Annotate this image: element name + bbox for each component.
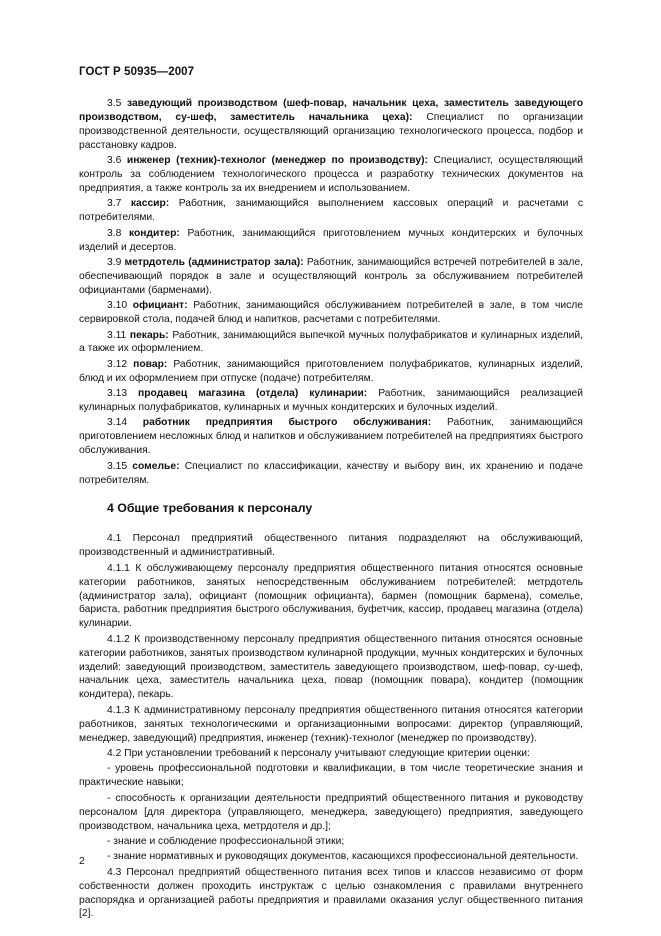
- definition-number: 3.5: [107, 98, 122, 109]
- definition-number: 3.10: [107, 300, 128, 312]
- definition-term: метрдотель (администратор зала):: [124, 256, 304, 268]
- definition-text: Работник, занимающийся встречей потребителей в зале, обеспечивающий порядок в зале и осуществляющий контроль за обслуживанием потребителей официантами (барменами).: [79, 256, 583, 296]
- definition-item: [79, 154, 583, 196]
- paragraph: 4.3 Персонал предприятий общественного питания всех типов и классов независимо от форм собственности должен проходить инструктаж с целью ознакомления с правилами внутреннего распорядка и организацией работы предприятия и правилами оказания услуг общественного питания [2].: [79, 866, 583, 920]
- definition-number: 3.7: [107, 198, 122, 210]
- paragraph: 4.1.2 К производственному персоналу предприятия общественного питания относятся основные категории работников, занятых производством кулинарной продукции, мучных кондитерских и булочных изделий: заведующий производством, заместитель заведующего производством, шеф-повар, су-шеф, начальник цеха, заместитель начальника цеха, повар (помощник повара), кондитер (помощник кондитера), пекарь.: [79, 633, 583, 701]
- definition-number: 3.12: [107, 358, 128, 370]
- definition-text: Работник, занимающийся приготовлением несложных блюд и напитков и обслуживанием потребителей на предприятиях быстрого обслуживания.: [79, 417, 583, 457]
- definition-number: 3.15: [107, 460, 128, 472]
- definition-term: сомелье:: [132, 460, 180, 472]
- definition-item: [79, 97, 583, 153]
- definition-term: повар:: [133, 358, 168, 370]
- definition-item: [79, 460, 583, 488]
- definition-item: [79, 227, 583, 255]
- definition-item: [79, 329, 583, 357]
- definition-term: заведующий производством (шеф-повар, начальник цеха, заместитель заведующего производством, су-шеф, заместитель начальника цеха):: [79, 98, 583, 123]
- definition-number: 3.6: [107, 155, 122, 167]
- section-heading: 4 Общие требования к персоналу: [107, 501, 313, 516]
- definition-text: Специалист, осуществляющий контроль за соблюдением технологического процесса и разработку технических документов на предприятия, а также контроль за их внедрением и использованием.: [79, 155, 583, 194]
- definition-text: Работник, занимающийся приготовлением мучных кондитерских и булочных изделий и десертов.: [79, 227, 583, 253]
- definition-item: [79, 387, 583, 415]
- list-item: - способность к организации деятельности предприятий общественного питания и руководству персоналом [для директора (управляющего, менеджера, заведующего) предприятия, заведующего производством, начальника цеха, метрдотеля и др.];: [79, 792, 583, 832]
- paragraph: 4.1.3 К административному персоналу предприятия общественного питания относятся категории работников, занятых технологическими и организационными вопросами: директор (управляющий, менеджер, заведующий) предприятия, инженер (техник)-технолог (менеджер по производству).: [79, 704, 583, 744]
- definition-text: Работник, занимающийся выполнением кассовых операций и расчетами с потребителями.: [79, 198, 583, 224]
- list-item: - уровень профессиональной подготовки и квалификации, в том числе теоретические знания и практические навыки;: [79, 763, 583, 789]
- definition-text: Работник, занимающийся реализацией кулинарных полуфабрикатов, кулинарных и мучных кондитерских и булочных изделий.: [79, 388, 583, 414]
- definition-item: [79, 256, 583, 298]
- definitions-list: [79, 97, 583, 487]
- definition-term: кассир:: [130, 198, 170, 210]
- definition-number: 3.14: [107, 417, 128, 429]
- definition-text: Специалист по организации производственной деятельности, осуществляющий организацию технологического процесса, подбор и расстановку кадров.: [79, 111, 583, 151]
- definition-text: Специалист по классификации, качеству и выбору вин, их хранению и подаче потребителям.: [79, 460, 583, 486]
- definition-number: 3.9: [107, 256, 122, 268]
- definition-term: работник предприятия быстрого обслуживания:: [142, 417, 432, 429]
- definition-item: [79, 197, 583, 225]
- definition-text: Работник, занимающийся обслуживанием потребителей в зале, в том числе сервировкой стола, подачей блюд и напитков, расчетами с потребителями.: [79, 300, 583, 326]
- list-item: - знание нормативных и руководящих документов, касающихся профессиональной деятельности.: [107, 851, 579, 863]
- definition-term: инженер (техник)-технолог (менеджер по производству):: [126, 155, 428, 167]
- paragraph: 4.2 При установлении требований к персоналу учитывают следующие критерии оценки:: [107, 747, 530, 759]
- definition-term: официант:: [132, 300, 188, 312]
- definition-number: 3.11: [107, 329, 127, 341]
- definition-term: кондитер:: [128, 227, 180, 239]
- definition-text: Работник, занимающийся выпечкой мучных полуфабрикатов и кулинарных изделий, а также их оформлением.: [79, 329, 583, 355]
- definition-item: [79, 299, 583, 327]
- definition-item: [79, 416, 583, 458]
- definition-text: Работник, занимающийся приготовлением полуфабрикатов, кулинарных изделий, блюд и их оформлением при отпуске (подаче) потребителям.: [79, 358, 583, 384]
- document-header: ГОСТ Р 50935—2007: [79, 66, 195, 78]
- definition-item: [79, 358, 583, 386]
- page-content: [79, 97, 583, 923]
- definition-number: 3.8: [107, 227, 122, 239]
- definition-term: продавец магазина (отдела) кулинарии:: [138, 388, 368, 400]
- paragraph: 4.1 Персонал предприятий общественного питания подразделяют на обслуживающий, производственный и административный.: [79, 533, 583, 559]
- page-number: 2: [79, 855, 85, 867]
- definition-number: 3.13: [107, 388, 128, 400]
- section-body: [79, 532, 583, 921]
- list-item: - знание и соблюдение профессиональной этики;: [107, 835, 345, 847]
- paragraph: 4.1.1 К обслуживающему персоналу предприятия общественного питания относятся основные категории работников, занятых непосредственным обслуживанием потребителей: метрдотель (администратор зала), официант (помощник официанта), бармен (помощник бармена), сомелье, бариста, работник предприятия быстрого обслуживания, буфетчик, кассир, продавец магазина (отдела) кулинарии.: [79, 562, 583, 630]
- definition-term: пекарь:: [129, 329, 169, 341]
